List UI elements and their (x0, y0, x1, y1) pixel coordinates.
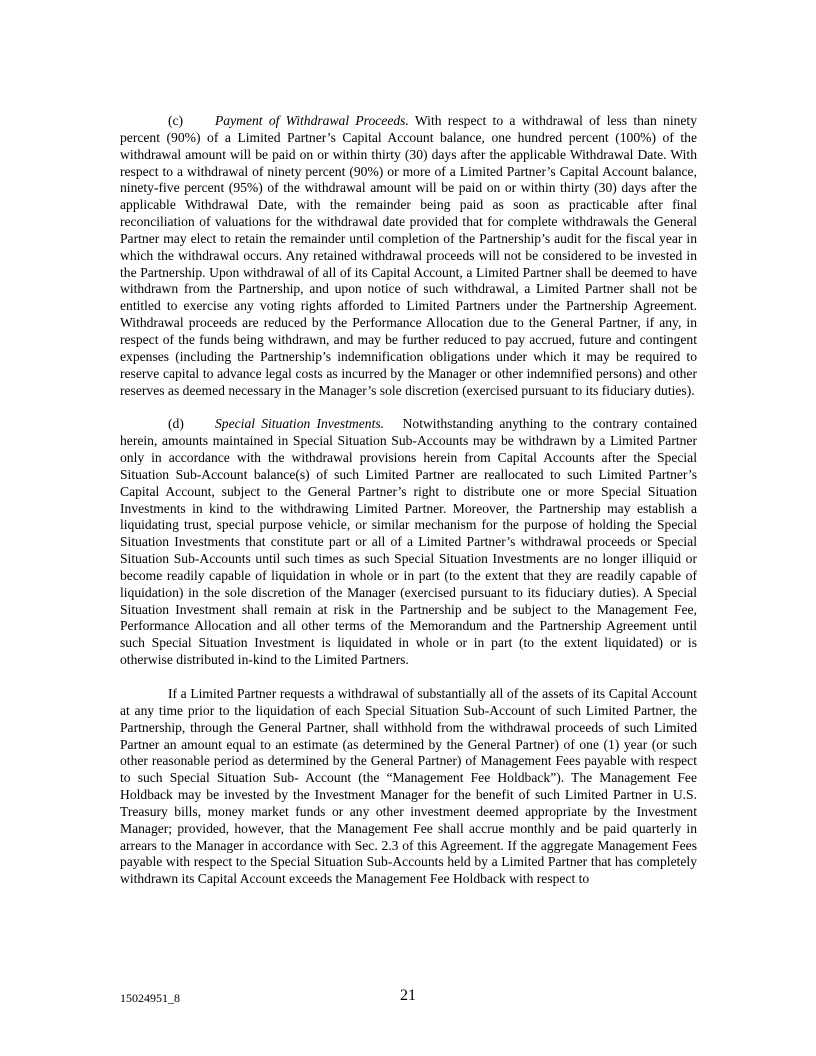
page-number: 21 (400, 987, 416, 1004)
section-d-paragraph (120, 416, 697, 669)
section-d-heading: Special Situation Investments. (215, 416, 385, 432)
holdback-paragraph (120, 686, 697, 888)
section-c-label: (c) (168, 113, 184, 128)
section-c-paragraph (120, 113, 697, 399)
section-d-label: (d) (168, 416, 184, 432)
section-c-body: With respect to a withdrawal of less than ninety percent (90%) of a Limited Partner’s Capital Account balance, one hundred percent (100%) of the withdrawal amount will be paid on or within thirty (30) days after the applicable Withdrawal Date. With respect to a withdrawal of ninety percent (90%) or more of a Limited Partner’s Capital Account balance, ninety-five percent (95%) of the withdrawal amount will be paid on or within thirty (30) days after the applicable Withdrawal Date, with the remainder being paid as soon as practicable after final reconciliation of valuations for the withdrawal date provided that for complete withdrawals the General Partner may elect to retain the remainder until completion of the Partnership’s audit for the fiscal year in which the withdrawal occurs. Any retained withdrawal proceeds will not be considered to be invested in the Partnership. Upon withdrawal of all of its Capital Account, a Limited Partner shall be deemed to have withdrawn from the Partnership, and upon notice of such withdrawal, a Limited Partner shall not be entitled to exercise any voting rights afforded to Limited Partners under the Partnership Agreement. Withdrawal proceeds are reduced by the Performance Allocation due to the General Partner, if any, in respect of the funds being withdrawn, and may be further reduced to pay accrued, future and contingent expenses (including the Partnership’s indemnification obligations under which it may be required to reserve capital to advance legal costs as incurred by the Manager or other indemnified persons) and other reserves as deemed necessary in the Manager’s sole discretion (exercised pursuant to its fiduciary duties). (120, 113, 698, 398)
footer-document-id: 15024951_8 (120, 991, 180, 1005)
section-c-heading: Payment of Withdrawal Proceeds. (215, 113, 409, 128)
holdback-body: If a Limited Partner requests a withdrawal of substantially all of the assets of its Capital Account at any time prior to the liquidation of each Special Situation Sub-Account of such Limited Partner, the Partnership, through the General Partner, shall withhold from the withdrawal proceeds of such Limited Partner an amount equal to an estimate (as determined by the General Partner) of one (1) year (or such other reasonable period as determined by the General Partner) of Management Fees payable with respect to such Special Situation Sub- Account (the “Management Fee Holdback”). The Management Fee Holdback may be invested by the Investment Manager for the benefit of such Limited Partner in U.S. Treasury bills, money market funds or any other investment deemed appropriate by the Investment Manager; provided, however, that the Management Fee shall accrue monthly and be paid quarterly in arrears to the Manager in accordance with Sec. 2.3 of this Agreement. If the aggregate Management Fees payable with respect to the Special Situation Sub-Accounts held by a Limited Partner that has completely withdrawn its Capital Account exceeds the Management Fee Holdback with respect to (120, 686, 697, 887)
section-d-body: Notwithstanding anything to the contrary contained herein, amounts maintained in Special Situation Sub-Accounts may be withdrawn by a Limited Partner only in accordance with the withdrawal provisions herein from Capital Accounts after the Special Situation Sub-Account balance(s) of such Limited Partner are reallocated to such Limited Partner’s Capital Account, subject to the General Partner’s right to distribute one or more Special Situation Investments in kind to the withdrawing Limited Partner. Moreover, the Partnership may establish a liquidating trust, special purpose vehicle, or similar mechanism for the purpose of holding the Special Situation Investments that constitute part or all of a Limited Partner’s withdrawal proceeds or Special Situation Sub-Accounts until such times as such Special Situation Investments are no longer illiquid or become readily capable of liquidation in whole or in part (to the extent that they are readily capable of liquidation) in the sole discretion of the Manager (exercised pursuant to its fiduciary duties). A Special Situation Investment shall remain at risk in the Partnership and be subject to the Management Fee, Performance Allocation and all other terms of the Memorandum and the Partnership Agreement until such Special Situation Investment is liquidated in whole or in part (to the extent liquidated) or is otherwise distributed in-kind to the Limited Partners. (120, 416, 697, 668)
document-body (120, 113, 697, 905)
